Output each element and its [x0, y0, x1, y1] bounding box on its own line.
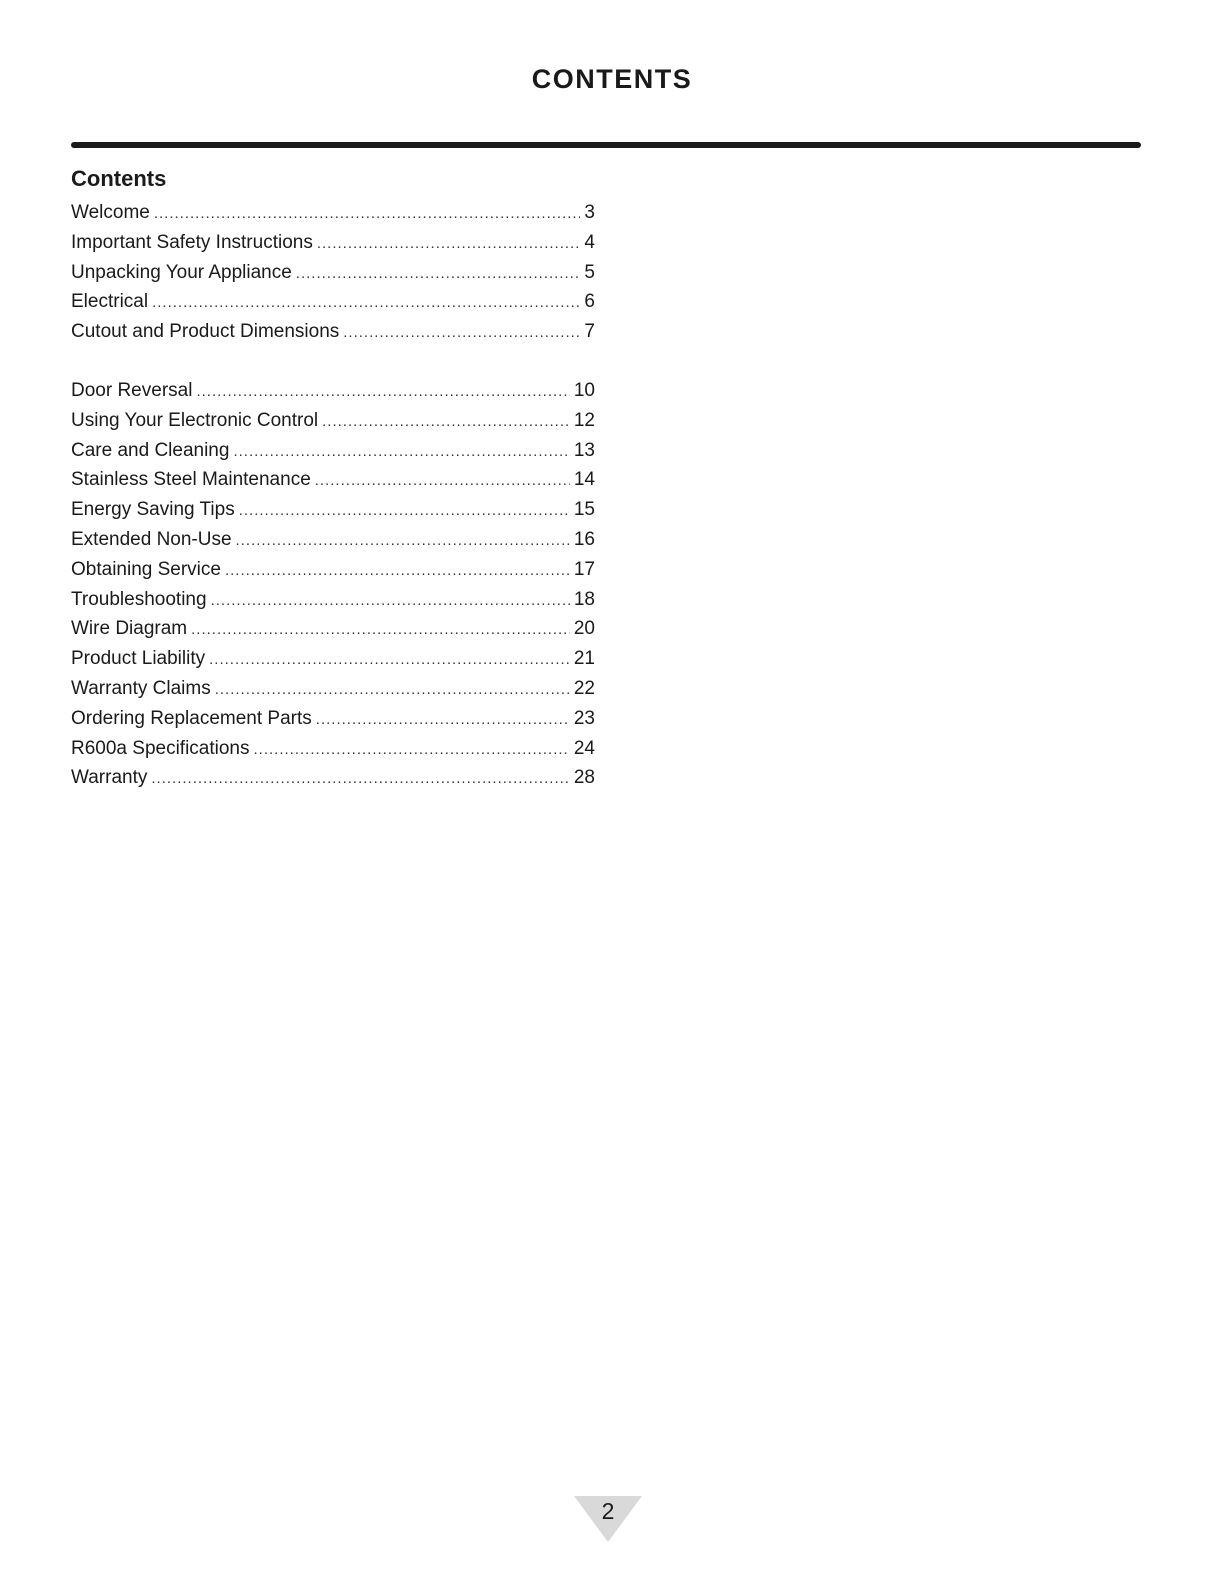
dot-leader: [316, 705, 570, 735]
dot-leader: [254, 735, 570, 765]
toc-entry-warranty-claims[interactable]: [71, 674, 595, 704]
toc-entry-using-your-electronic-control[interactable]: [71, 406, 595, 436]
toc-entry-page: 3: [584, 202, 595, 223]
toc-entry-welcome[interactable]: [71, 198, 595, 228]
toc-entry-title: Product Liability: [71, 648, 206, 670]
toc-entry-cutout-and-product-dimensions[interactable]: [71, 317, 595, 347]
dot-leader: [233, 437, 569, 467]
dot-leader: [296, 259, 581, 289]
toc-entry-page: 24: [573, 737, 595, 759]
toc-entry-page: 20: [573, 618, 595, 640]
toc-entry-energy-saving-tips[interactable]: [71, 495, 595, 525]
toc-entry-important-safety-instructions[interactable]: [71, 228, 595, 258]
toc-entry-page: 10: [573, 380, 595, 401]
dot-leader: [209, 645, 570, 675]
toc-entry-title: Using Your Electronic Control: [71, 409, 319, 431]
toc-entry-title: Obtaining Service: [71, 558, 221, 580]
toc-entry-title: Electrical: [71, 291, 149, 313]
toc-entry-page: 14: [573, 469, 595, 491]
toc-entry-care-and-cleaning[interactable]: [71, 436, 595, 466]
dot-leader: [154, 199, 581, 229]
dot-leader: [196, 377, 569, 407]
dot-leader: [239, 496, 570, 526]
toc-entry-warranty[interactable]: [71, 763, 595, 793]
toc-entry-page: 6: [584, 291, 595, 313]
dot-leader: [191, 615, 570, 645]
toc-entry-electrical[interactable]: [71, 287, 595, 317]
toc-entry-page: 28: [573, 767, 595, 789]
toc-entry-unpacking-your-appliance[interactable]: [71, 258, 595, 288]
toc-entry-page: 16: [573, 528, 595, 550]
dot-leader: [322, 407, 570, 437]
toc-entry-page: 13: [573, 439, 595, 461]
dot-leader: [236, 526, 570, 556]
toc-entry-title: Ordering Replacement Parts: [71, 707, 312, 729]
toc-entry-page: 18: [573, 588, 595, 610]
toc-entry-stainless-steel-maintenance[interactable]: [71, 465, 595, 495]
toc-entry-r600a-specifications[interactable]: [71, 734, 595, 764]
dot-leader: [215, 675, 570, 705]
toc-entry-page: 7: [584, 321, 595, 343]
toc-entry-door-reversal[interactable]: [71, 376, 595, 406]
toc-entry-product-liability[interactable]: [71, 644, 595, 674]
dot-leader: [225, 556, 570, 586]
toc-entry-extended-non-use[interactable]: [71, 525, 595, 555]
toc-entry-wire-diagram[interactable]: [71, 614, 595, 644]
toc-entry-page: 21: [573, 648, 595, 670]
toc-entry-title: Energy Saving Tips: [71, 499, 235, 521]
dot-leader: [315, 466, 570, 496]
toc-list-secondary: [71, 376, 595, 793]
dot-leader: [152, 288, 580, 318]
toc-entry-title: Care and Cleaning: [71, 439, 230, 461]
dot-leader: [317, 229, 581, 259]
toc-entry-title: Welcome: [71, 202, 150, 223]
toc-entry-title: Warranty: [71, 767, 148, 789]
toc-entry-title: Unpacking Your Appliance: [71, 261, 292, 283]
toc-entry-obtaining-service[interactable]: [71, 555, 595, 585]
dot-leader: [151, 764, 569, 794]
toc-entry-title: Warranty Claims: [71, 677, 211, 699]
toc-entry-troubleshooting[interactable]: [71, 585, 595, 615]
toc-entry-title: Cutout and Product Dimensions: [71, 321, 340, 343]
toc-entry-title: Troubleshooting: [71, 588, 207, 610]
toc-entry-ordering-replacement-parts[interactable]: [71, 704, 595, 734]
toc-entry-title: Wire Diagram: [71, 618, 188, 640]
page-number-marker: [574, 1496, 642, 1542]
toc-entry-page: 12: [573, 409, 595, 431]
toc-list-primary: [71, 198, 595, 347]
toc-entry-title: Door Reversal: [71, 380, 193, 401]
page-number: 2: [601, 1498, 615, 1524]
toc-entry-page: 17: [573, 558, 595, 580]
toc-entry-page: 23: [573, 707, 595, 729]
toc-entry-title: Extended Non-Use: [71, 528, 232, 550]
toc-entry-title: Stainless Steel Maintenance: [71, 469, 311, 491]
page-title: CONTENTS: [531, 64, 693, 94]
dot-leader: [211, 586, 570, 616]
toc-entry-title: Important Safety Instructions: [71, 231, 313, 253]
toc-entry-title: R600a Specifications: [71, 737, 250, 759]
dot-leader: [343, 318, 580, 348]
toc-entry-page: 15: [573, 499, 595, 521]
toc-heading: Contents: [71, 166, 167, 191]
toc-entry-page: 4: [584, 231, 595, 253]
toc-entry-page: 5: [584, 261, 595, 283]
header-divider: [71, 142, 1141, 148]
toc-entry-page: 22: [573, 677, 595, 699]
